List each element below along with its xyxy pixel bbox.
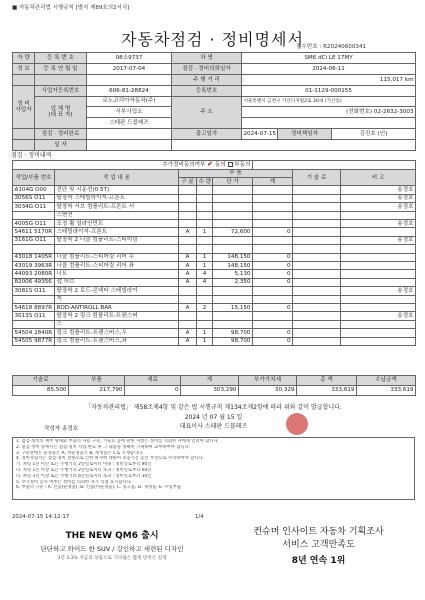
vehicle-shop-info-table <box>12 52 416 151</box>
issue-date <box>12 413 415 423</box>
col-parts: 부 품 <box>179 169 293 177</box>
parts-cell-desc: 저 <box>55 295 179 303</box>
parts-cell-unit <box>213 320 253 328</box>
page-number: 1/4 <box>195 514 204 520</box>
parts-cell-qty <box>197 236 213 244</box>
parts-cell-unit <box>213 211 253 219</box>
parts-row <box>13 320 416 328</box>
parts-cell-labor <box>293 287 341 295</box>
col-kind: 구 분 <box>179 178 197 186</box>
vehicle-section-label-a: 자 량 <box>13 53 35 64</box>
parts-cell-labor <box>293 228 341 236</box>
parts-cell-labor <box>293 320 341 328</box>
receipt-number <box>296 42 366 50</box>
parts-cell-amount: 0 <box>253 337 293 345</box>
model-label: 차 명 <box>172 53 242 64</box>
parts-cell-code: 3034G O11 <box>13 203 55 211</box>
col-labor: 기 술 료 <box>293 169 341 186</box>
phone-value: 02-2632-3003 <box>373 109 414 116</box>
ad-qm6-headline: THE NEW QM6 출시 <box>65 531 159 541</box>
totals-table <box>12 375 416 396</box>
receipt-number-label: 접수번호 : <box>296 44 322 50</box>
parts-cell-labor <box>293 203 341 211</box>
shop-name-label-2: (대 표 자) <box>48 112 73 119</box>
parts-cell-desc <box>55 245 179 253</box>
address-label: 주 소 <box>172 96 242 129</box>
parts-cell-labor <box>293 186 341 194</box>
parts-cell-desc: 조정 휠 얼라인먼트 <box>55 220 179 228</box>
parts-cell-kind <box>179 220 197 228</box>
parts-cell-amount <box>253 295 293 303</box>
company-seal-stamp <box>286 413 308 435</box>
first-reg-label: 등 록 연 월 일 <box>35 63 87 74</box>
biz-no-label: 사업자등록번호 <box>35 85 87 96</box>
parts-cell-code: 3081S O11 <box>13 287 55 295</box>
parts-cell-unit: 5,130 <box>213 270 253 278</box>
parts-cell-qty <box>197 186 213 194</box>
warranty-check-icon[interactable]: ✔ <box>207 160 214 168</box>
parts-cell-code <box>13 295 55 303</box>
ad-award-line2: 서비스 고객만족도 <box>282 539 355 550</box>
phone-row <box>242 107 416 118</box>
reg-no-label: 등 록 번 호 <box>35 53 87 64</box>
parts-cell-kind: A <box>179 253 197 261</box>
parts-cell-note: 송정호 <box>341 312 416 320</box>
note-line: 3. 구분란에는 순정품은 A, 비순정품은 B, 재생품은 C로 기재합니다. <box>16 450 144 456</box>
parts-cell-unit <box>213 186 253 194</box>
sum-total: 303,290 <box>181 386 239 396</box>
parts-cell-labor <box>293 253 341 261</box>
parts-row <box>13 278 416 286</box>
inspection-date-label: 점검 · 정비의뢰일자 <box>172 63 242 74</box>
parts-cell-amount <box>253 236 293 244</box>
statement-text: 「자동차관리법」 제58조제4항 및 같은 법 시행규칙 제134조제2항에 따라 위와 같이 발급합니다. <box>85 404 342 411</box>
parts-cell-desc: 캡 허브 <box>55 278 179 286</box>
note-line: 5. 추가정비 동의 여부는 정비를 의뢰한 자가 직접 표시합니다. <box>16 479 133 485</box>
parts-cell-unit: 72,600 <box>213 228 253 236</box>
parts-cell-code: 54611 5170R <box>13 228 55 236</box>
parts-row <box>13 287 416 295</box>
manager-label: 정비책임자 <box>278 129 332 140</box>
parts-total-label: 부품 <box>69 376 125 386</box>
parts-row <box>13 203 416 211</box>
parts-cell-qty: 4 <box>197 278 213 286</box>
vat-label: 부가가치세 <box>239 376 297 386</box>
parts-cell-desc: 탈장착 2 링크 컴플리트-트랜스버 <box>55 312 179 320</box>
parts-cell-code: 82006 49356 <box>13 278 55 286</box>
parts-cell-note: 송정호 <box>341 203 416 211</box>
parts-row <box>13 211 416 219</box>
parts-cell-note <box>341 278 416 286</box>
parts-row <box>13 312 416 320</box>
parts-cell-qty <box>197 312 213 320</box>
parts-cell-amount <box>253 312 293 320</box>
manager-seal: (인) <box>377 131 388 138</box>
delivery-value: 2024-07-15 <box>242 129 278 140</box>
parts-cell-code <box>13 211 55 219</box>
parts-cell-labor <box>293 194 341 202</box>
delivery-label: 출고일자 <box>172 129 242 140</box>
parts-cell-amount: 0 <box>253 228 293 236</box>
model-value: SM6 dCi LE 17MY <box>242 53 416 64</box>
period-label-a: 점검 · 정비완료 <box>41 131 80 138</box>
col-note: 비 고 <box>341 169 416 186</box>
parts-row <box>13 295 416 303</box>
ad-qm6-banner <box>12 528 212 561</box>
issue-day-unit: 일 <box>236 413 243 421</box>
parts-cell-amount <box>253 220 293 228</box>
parts-row <box>13 220 416 228</box>
parts-cell-qty <box>197 287 213 295</box>
note-line: 1. 점검·정비의 세부 명세와 부품의 사용 구분, 기술료 등에 관한 사항은 정비를 의뢰한 자에게 알려야 합니다. <box>16 439 220 444</box>
grand-total-label: 총 액 <box>297 376 357 386</box>
parts-cell-unit: 98,700 <box>213 337 253 345</box>
parts-cell-note <box>341 329 416 337</box>
signer-label: 작성자 <box>44 426 61 432</box>
parts-cell-desc: 링크 컴플리트-트랜스버스,좌 <box>55 337 179 345</box>
parts-cell-qty <box>197 194 213 202</box>
warranty-no-checkbox[interactable] <box>228 162 233 167</box>
parts-cell-unit <box>213 220 253 228</box>
parts-cell-qty <box>197 320 213 328</box>
parts-cell-note <box>341 295 416 303</box>
parts-cell-labor <box>293 303 341 311</box>
parts-cell-unit <box>213 203 253 211</box>
shop-reg-value: 01-1129-000155 <box>242 85 416 96</box>
shop-name-label-1: 업 체 명 <box>50 106 71 113</box>
parts-cell-note <box>341 320 416 328</box>
parts-row <box>13 236 416 244</box>
warranty-label: 추가정비동의여부 <box>162 162 206 168</box>
parts-cell-note: 송정호 <box>341 236 416 244</box>
parts-cell-labor <box>293 211 341 219</box>
ad-award-banner <box>222 526 415 566</box>
parts-row <box>13 261 416 269</box>
signer <box>44 424 78 432</box>
document-title: 자동차점검 · 정비명세서 <box>121 30 304 49</box>
first-reg-value: 2017-07-04 <box>87 63 172 74</box>
col-code: 작업/부품 번호 <box>13 169 55 186</box>
parts-cell-kind: A <box>179 337 197 345</box>
parts-cell-note <box>341 270 416 278</box>
parts-cell-kind <box>179 287 197 295</box>
shop-section-label <box>13 85 35 129</box>
parts-cell-unit: 98,700 <box>213 329 253 337</box>
parts-row <box>13 245 416 253</box>
notes-box <box>12 437 415 500</box>
warranty-no: 부동의 <box>234 162 251 168</box>
reg-no-value: 08소9737 <box>87 53 172 64</box>
parts-cell-desc: 스테빌라이저-프론트 <box>55 228 179 236</box>
note-line: 2. 점검·정비 명세서는 점검·정비 작업 완료 후 그 내용을 정확히 기재하여 교부하여야 합니다. <box>16 444 191 450</box>
parts-cell-qty: 1 <box>197 253 213 261</box>
period-label-b: 일 자 <box>35 140 87 151</box>
receipt-number-value: R20240600341 <box>323 44 367 50</box>
period-label <box>35 129 87 140</box>
note-line: 나. 차령 1년 이상 또는 주행거리 2만킬로미터 초과 : 정비일로부터 60일 <box>16 467 152 473</box>
parts-cell-kind <box>179 186 197 194</box>
parts-cell-desc: 링크 컴플리트-트랜스버스,우 <box>55 329 179 337</box>
parts-cell-amount: 0 <box>253 270 293 278</box>
parts-cell-qty: 1 <box>197 261 213 269</box>
parts-row <box>13 228 416 236</box>
parts-cell-code <box>13 320 55 328</box>
receipt-amount-label: 수납금액 <box>357 376 416 386</box>
shop-name-3: 스테판 드블레즈 <box>87 118 172 129</box>
parts-cell-kind: A <box>179 270 197 278</box>
parts-cell-note <box>341 253 416 261</box>
parts-cell-code: 44093 2080R <box>13 270 55 278</box>
parts-cell-kind <box>179 211 197 219</box>
ad-qm6-small: 3년 3.3% 저금리 상품으로 기다림은 짧게 만족은 길게 <box>57 556 167 561</box>
parts-cell-note <box>341 228 416 236</box>
phone-label: (전화번호) <box>346 109 373 116</box>
parts-cell-code: 3013S O11 <box>13 312 55 320</box>
signer-name: 송정호 <box>62 426 79 432</box>
parts-cell-kind <box>179 236 197 244</box>
parts-body <box>13 186 416 345</box>
sum-label: 계 <box>181 376 239 386</box>
parts-cell-labor <box>293 337 341 345</box>
parts-cell-amount <box>253 194 293 202</box>
parts-total: 217,790 <box>69 386 125 396</box>
parts-row <box>13 186 416 194</box>
parts-cell-unit: 15,150 <box>213 303 253 311</box>
parts-cell-labor <box>293 312 341 320</box>
warranty-row <box>13 161 253 170</box>
receipt-amount: 333,619 <box>357 386 416 396</box>
manager-value: 김진호 <box>359 131 376 138</box>
address-value: 서울특별시 금천구 가산디지털2로 30-0 (가산동) <box>242 96 416 107</box>
mileage-label: 주 행 거 리 <box>172 74 242 85</box>
parts-cell-kind <box>179 312 197 320</box>
biz-no-value: 606-81-28824 <box>87 85 172 96</box>
parts-cell-kind: A <box>179 329 197 337</box>
vat-total: 30,329 <box>239 386 297 396</box>
parts-cell-kind: A <box>179 228 197 236</box>
parts-cell-amount: 0 <box>253 278 293 286</box>
print-timestamp: 2024-07-15 14:12:17 <box>12 514 70 520</box>
col-desc: 작 업 내 용 <box>55 169 179 186</box>
parts-cell-labor <box>293 220 341 228</box>
parts-cell-note <box>341 245 416 253</box>
parts-cell-amount <box>253 320 293 328</box>
parts-cell-code: 3056S O11 <box>13 194 55 202</box>
parts-row <box>13 253 416 261</box>
parts-row <box>13 303 416 311</box>
parts-cell-amount <box>253 203 293 211</box>
parts-cell-unit: 2,350 <box>213 278 253 286</box>
parts-cell-unit <box>213 287 253 295</box>
labor-total-label: 기술료 <box>13 376 69 386</box>
parts-cell-qty: 2 <box>197 303 213 311</box>
parts-cell-unit: 148,150 <box>213 253 253 261</box>
parts-cell-amount <box>253 211 293 219</box>
vehicle-section-label-b: 정 보 <box>13 63 35 74</box>
parts-cell-code: 3161G O11 <box>13 236 55 244</box>
parts-cell-kind <box>179 320 197 328</box>
parts-cell-labor <box>293 270 341 278</box>
form-reference: ■ 자동차관리법 시행규칙 [별지 제89호의2서식] <box>12 5 130 11</box>
parts-row <box>13 337 416 345</box>
parts-cell-kind <box>179 194 197 202</box>
parts-cell-code: A104G O00 <box>13 186 55 194</box>
parts-cell-desc: 탈장착 2 로드-콘넥터 스테빌라이 <box>55 287 179 295</box>
parts-cell-amount <box>253 287 293 295</box>
parts-cell-amount: 0 <box>253 329 293 337</box>
parts-cell-code: 54618 8897R <box>13 303 55 311</box>
parts-cell-qty: 1 <box>197 228 213 236</box>
labor-total: 85,500 <box>13 386 69 396</box>
parts-cell-unit: 148,150 <box>213 261 253 269</box>
parts-cell-note <box>341 211 416 219</box>
issuer-name: 대표이사 스테판 드블레즈 <box>179 423 248 431</box>
issue-year: 2024 <box>184 413 200 421</box>
parts-cell-note <box>341 303 416 311</box>
parts-row <box>13 194 416 202</box>
issue-year-unit: 년 <box>201 413 208 421</box>
parts-cell-labor <box>293 329 341 337</box>
parts-row <box>13 270 416 278</box>
parts-cell-desc: 너클 컴플리트-스티어링 리어 좌 <box>55 261 179 269</box>
shop-section-label-b: 사업자 <box>15 106 32 113</box>
material-total-label: 재료 <box>125 376 181 386</box>
parts-cell-code <box>13 245 55 253</box>
shop-name-1: 르노코리아자동차(주) <box>87 96 172 107</box>
parts-cell-labor <box>293 236 341 244</box>
parts-cell-labor <box>293 295 341 303</box>
shop-reg-label: 등록번호 <box>172 85 242 96</box>
parts-cell-kind <box>179 245 197 253</box>
warranty-yes: 동의 <box>214 162 226 168</box>
col-qty: 수 량 <box>198 178 212 185</box>
issue-month-unit: 월 <box>219 413 225 421</box>
material-total: 0 <box>125 386 181 396</box>
parts-cell-code: 43019 3963R <box>13 261 55 269</box>
col-unit: 단 가 <box>213 178 253 186</box>
parts-cell-desc: 너클 컴플리트-스티어링 리어 우 <box>55 253 179 261</box>
parts-cell-code: 4005G O11 <box>13 220 55 228</box>
parts-cell-note <box>341 261 416 269</box>
parts-cell-desc: 너트 <box>55 270 179 278</box>
parts-cell-labor <box>293 245 341 253</box>
parts-cell-code: 54504 2840R <box>13 329 55 337</box>
note-line: 가. 차령 1년 미만 또는 주행거리 2만킬로미터 이내 : 정비일로부터 90일 <box>16 462 152 468</box>
parts-cell-qty <box>197 203 213 211</box>
parts-cell-desc: 탈장착 2 너클 컴플리트-스티어링 <box>55 236 179 244</box>
parts-cell-amount: 0 <box>253 303 293 311</box>
parts-cell-qty <box>197 245 213 253</box>
ad-qm6-sub: 단단하고 와이드 한 SUV / 강인하고 세련된 디자인 <box>40 545 184 553</box>
parts-cell-labor <box>293 278 341 286</box>
parts-cell-kind <box>179 203 197 211</box>
shop-section-label-a: 정 비 <box>17 100 30 107</box>
parts-cell-unit <box>213 194 253 202</box>
grand-total: 333,619 <box>297 386 357 396</box>
note-line: 4. 정비사업자는 점검·정비 잘못으로 인한 하자에 대하여 보증기간 동안 무상으로 수리하여야 합니다. <box>16 456 204 462</box>
parts-cell-qty <box>197 211 213 219</box>
parts-cell-unit <box>213 236 253 244</box>
parts-table <box>12 160 416 346</box>
note-line: 다. 차령 3년 이상 또는 주행거리 6만킬로미터 초과 : 정비일로부터 30일 <box>16 473 152 479</box>
shop-name-label <box>35 96 87 129</box>
parts-cell-code: 43018 1405R <box>13 253 55 261</box>
issue-month: 07 <box>209 413 218 421</box>
parts-cell-kind: A <box>179 278 197 286</box>
parts-cell-kind <box>179 295 197 303</box>
parts-cell-note: 송정호 <box>341 287 416 295</box>
parts-cell-amount: 0 <box>253 261 293 269</box>
parts-cell-desc: 탈장착 스테빌라이저-프론트 <box>55 194 179 202</box>
ad-award-line1: 컨슈머 인사이트 자동차 기획조사 <box>253 527 384 537</box>
parts-cell-labor <box>293 261 341 269</box>
ad-award-line3: 8년 연속 1위 <box>291 556 346 567</box>
parts-cell-qty: 4 <box>197 270 213 278</box>
parts-cell-qty <box>197 220 213 228</box>
parts-cell-note: 송정호 <box>341 220 416 228</box>
parts-cell-qty <box>197 295 213 303</box>
parts-cell-amount <box>253 245 293 253</box>
parts-cell-kind: A <box>179 261 197 269</box>
parts-row <box>13 329 416 337</box>
parts-cell-desc: ROD-ANTIROLL BAR <box>55 303 179 311</box>
inspection-detail-label: 점검 · 정비내역 <box>11 152 52 159</box>
parts-cell-desc: 탈장착 서브 컴플리트-프론트 서 <box>55 203 179 211</box>
mileage-value: 115,017 km <box>242 74 416 85</box>
parts-cell-unit <box>213 245 253 253</box>
parts-cell-desc: 스펜션 <box>55 211 179 219</box>
inspection-date-value: 2024-06-11 <box>242 63 416 74</box>
parts-cell-note: 송정호 <box>341 194 416 202</box>
parts-cell-qty: 1 <box>197 329 213 337</box>
note-line: 6. 부품의 구분 : A. 신품(순정품), B. 신품(비순정품), C. 중고품, D. 재생품, E. 수입부품 <box>16 485 182 491</box>
parts-cell-unit <box>213 295 253 303</box>
parts-cell-note: 송정호 <box>341 186 416 194</box>
parts-cell-unit <box>213 312 253 320</box>
parts-cell-code: 54505 9877R <box>13 337 55 345</box>
parts-cell-kind: A <box>179 303 197 311</box>
parts-cell-amount <box>253 186 293 194</box>
parts-cell-qty: 1 <box>197 337 213 345</box>
issue-day: 15 <box>226 413 235 421</box>
manager-cell <box>332 129 416 140</box>
shop-name-2: 서부사업소 <box>87 107 172 118</box>
parts-cell-desc: 진단 및 시운전(0.5T) <box>55 186 179 194</box>
col-amount: 계 <box>253 178 293 186</box>
parts-cell-desc: 스 <box>55 320 179 328</box>
parts-cell-note <box>341 337 416 345</box>
parts-cell-amount: 0 <box>253 253 293 261</box>
